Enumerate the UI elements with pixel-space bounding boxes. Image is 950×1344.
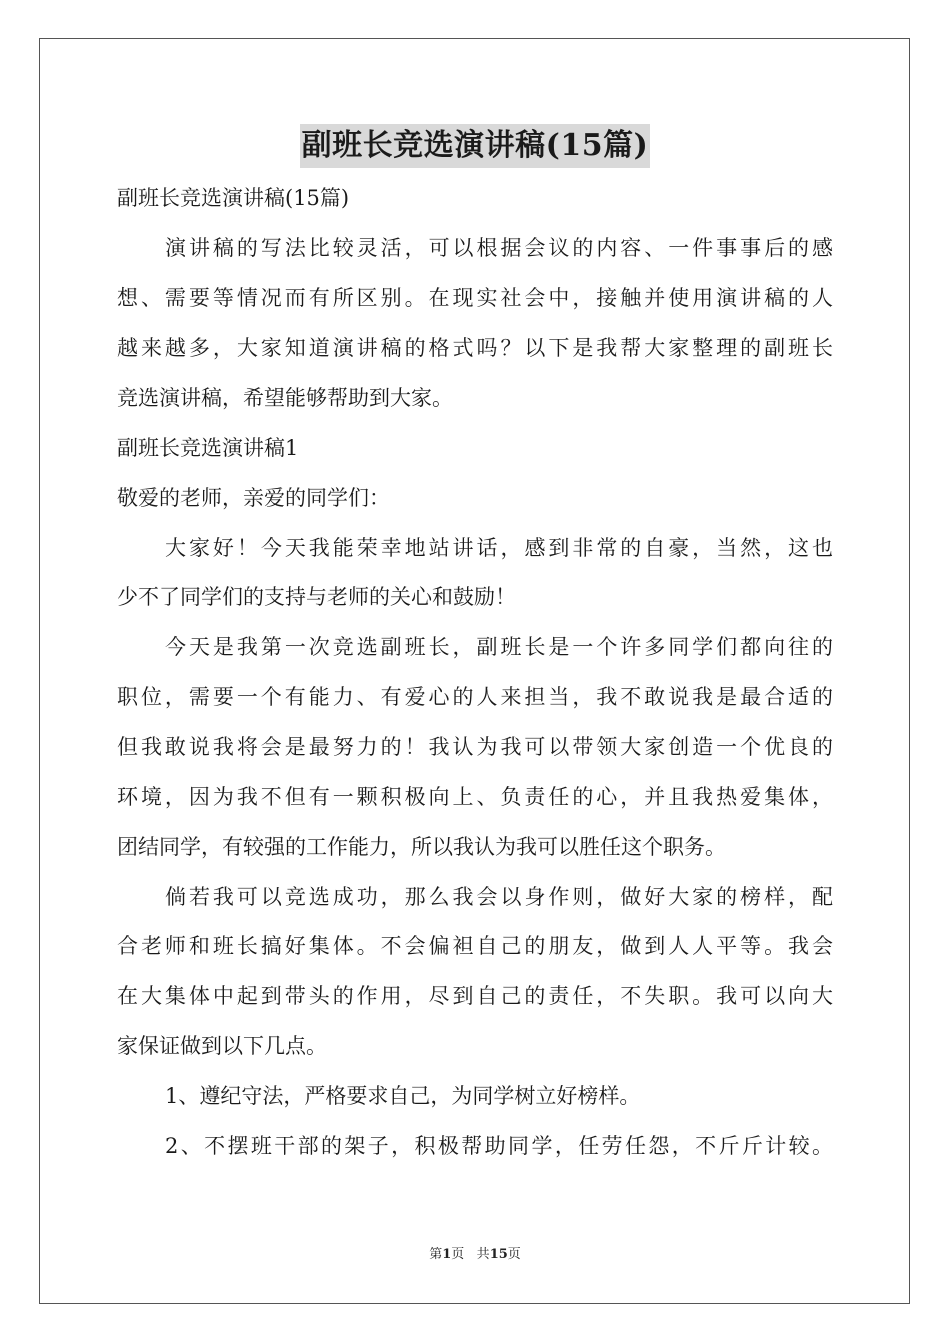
page-footer [0, 1246, 950, 1264]
paragraph-line: 想、需要等情况而有所区别。在现实社会中，接触并使用演讲稿的人 [117, 286, 833, 310]
title-container [0, 124, 950, 168]
list-item: 2、不摆班干部的架子，积极帮助同学，任劳任怨，不斤斤计较。 [165, 1134, 833, 1158]
salutation-line: 敬爱的老师，亲爱的同学们： [117, 486, 390, 510]
paragraph-line: 倘若我可以竞选成功，那么我会以身作则，做好大家的榜样，配 [165, 885, 833, 909]
total-pages: 15 [489, 1247, 508, 1262]
subtitle-line: 副班长竞选演讲稿(15篇) [117, 186, 350, 210]
page-border [39, 38, 910, 1304]
paragraph-line: 职位，需要一个有能力、有爱心的人来担当，我不敢说我是最合适的 [117, 685, 833, 709]
total-prefix: 共 [476, 1247, 490, 1262]
paragraph-line: 少不了同学们的支持与老师的关心和鼓励！ [117, 585, 516, 609]
paragraph-line: 大家好！今天我能荣幸地站讲话，感到非常的自豪，当然，这也 [165, 536, 833, 560]
paragraph-line: 但我敢说我将会是最努力的！我认为我可以带领大家创造一个优良的 [117, 735, 833, 759]
paragraph-line: 今天是我第一次竞选副班长，副班长是一个许多同学们都向往的 [165, 635, 833, 659]
paragraph-line: 竞选演讲稿，希望能够帮助到大家。 [117, 386, 453, 410]
paragraph-line: 在大集体中起到带头的作用，尽到自己的责任，不失职。我可以向大 [117, 984, 833, 1008]
total-suffix: 页 [507, 1247, 521, 1262]
paragraph-line: 合老师和班长搞好集体。不会偏袒自己的朋友，做到人人平等。我会 [117, 934, 833, 958]
paragraph-line: 越来越多，大家知道演讲稿的格式吗？以下是我帮大家整理的副班长 [117, 336, 833, 360]
paragraph-line: 团结同学，有较强的工作能力，所以我认为我可以胜任这个职务。 [117, 835, 726, 859]
paragraph-line: 环境，因为我不但有一颗积极向上、负责任的心，并且我热爱集体， [117, 785, 833, 809]
section-heading: 副班长竞选演讲稿1 [117, 436, 299, 460]
page-number: 1 [442, 1247, 452, 1262]
paragraph-line: 家保证做到以下几点。 [117, 1034, 327, 1058]
page-prefix: 第 [429, 1247, 443, 1262]
document-title: 副班长竞选演讲稿(15篇) [300, 124, 651, 168]
page-suffix: 页 [451, 1247, 465, 1262]
paragraph-line: 演讲稿的写法比较灵活，可以根据会议的内容、一件事事后的感 [165, 236, 833, 260]
list-item: 1、遵纪守法，严格要求自己，为同学树立好榜样。 [165, 1084, 641, 1108]
